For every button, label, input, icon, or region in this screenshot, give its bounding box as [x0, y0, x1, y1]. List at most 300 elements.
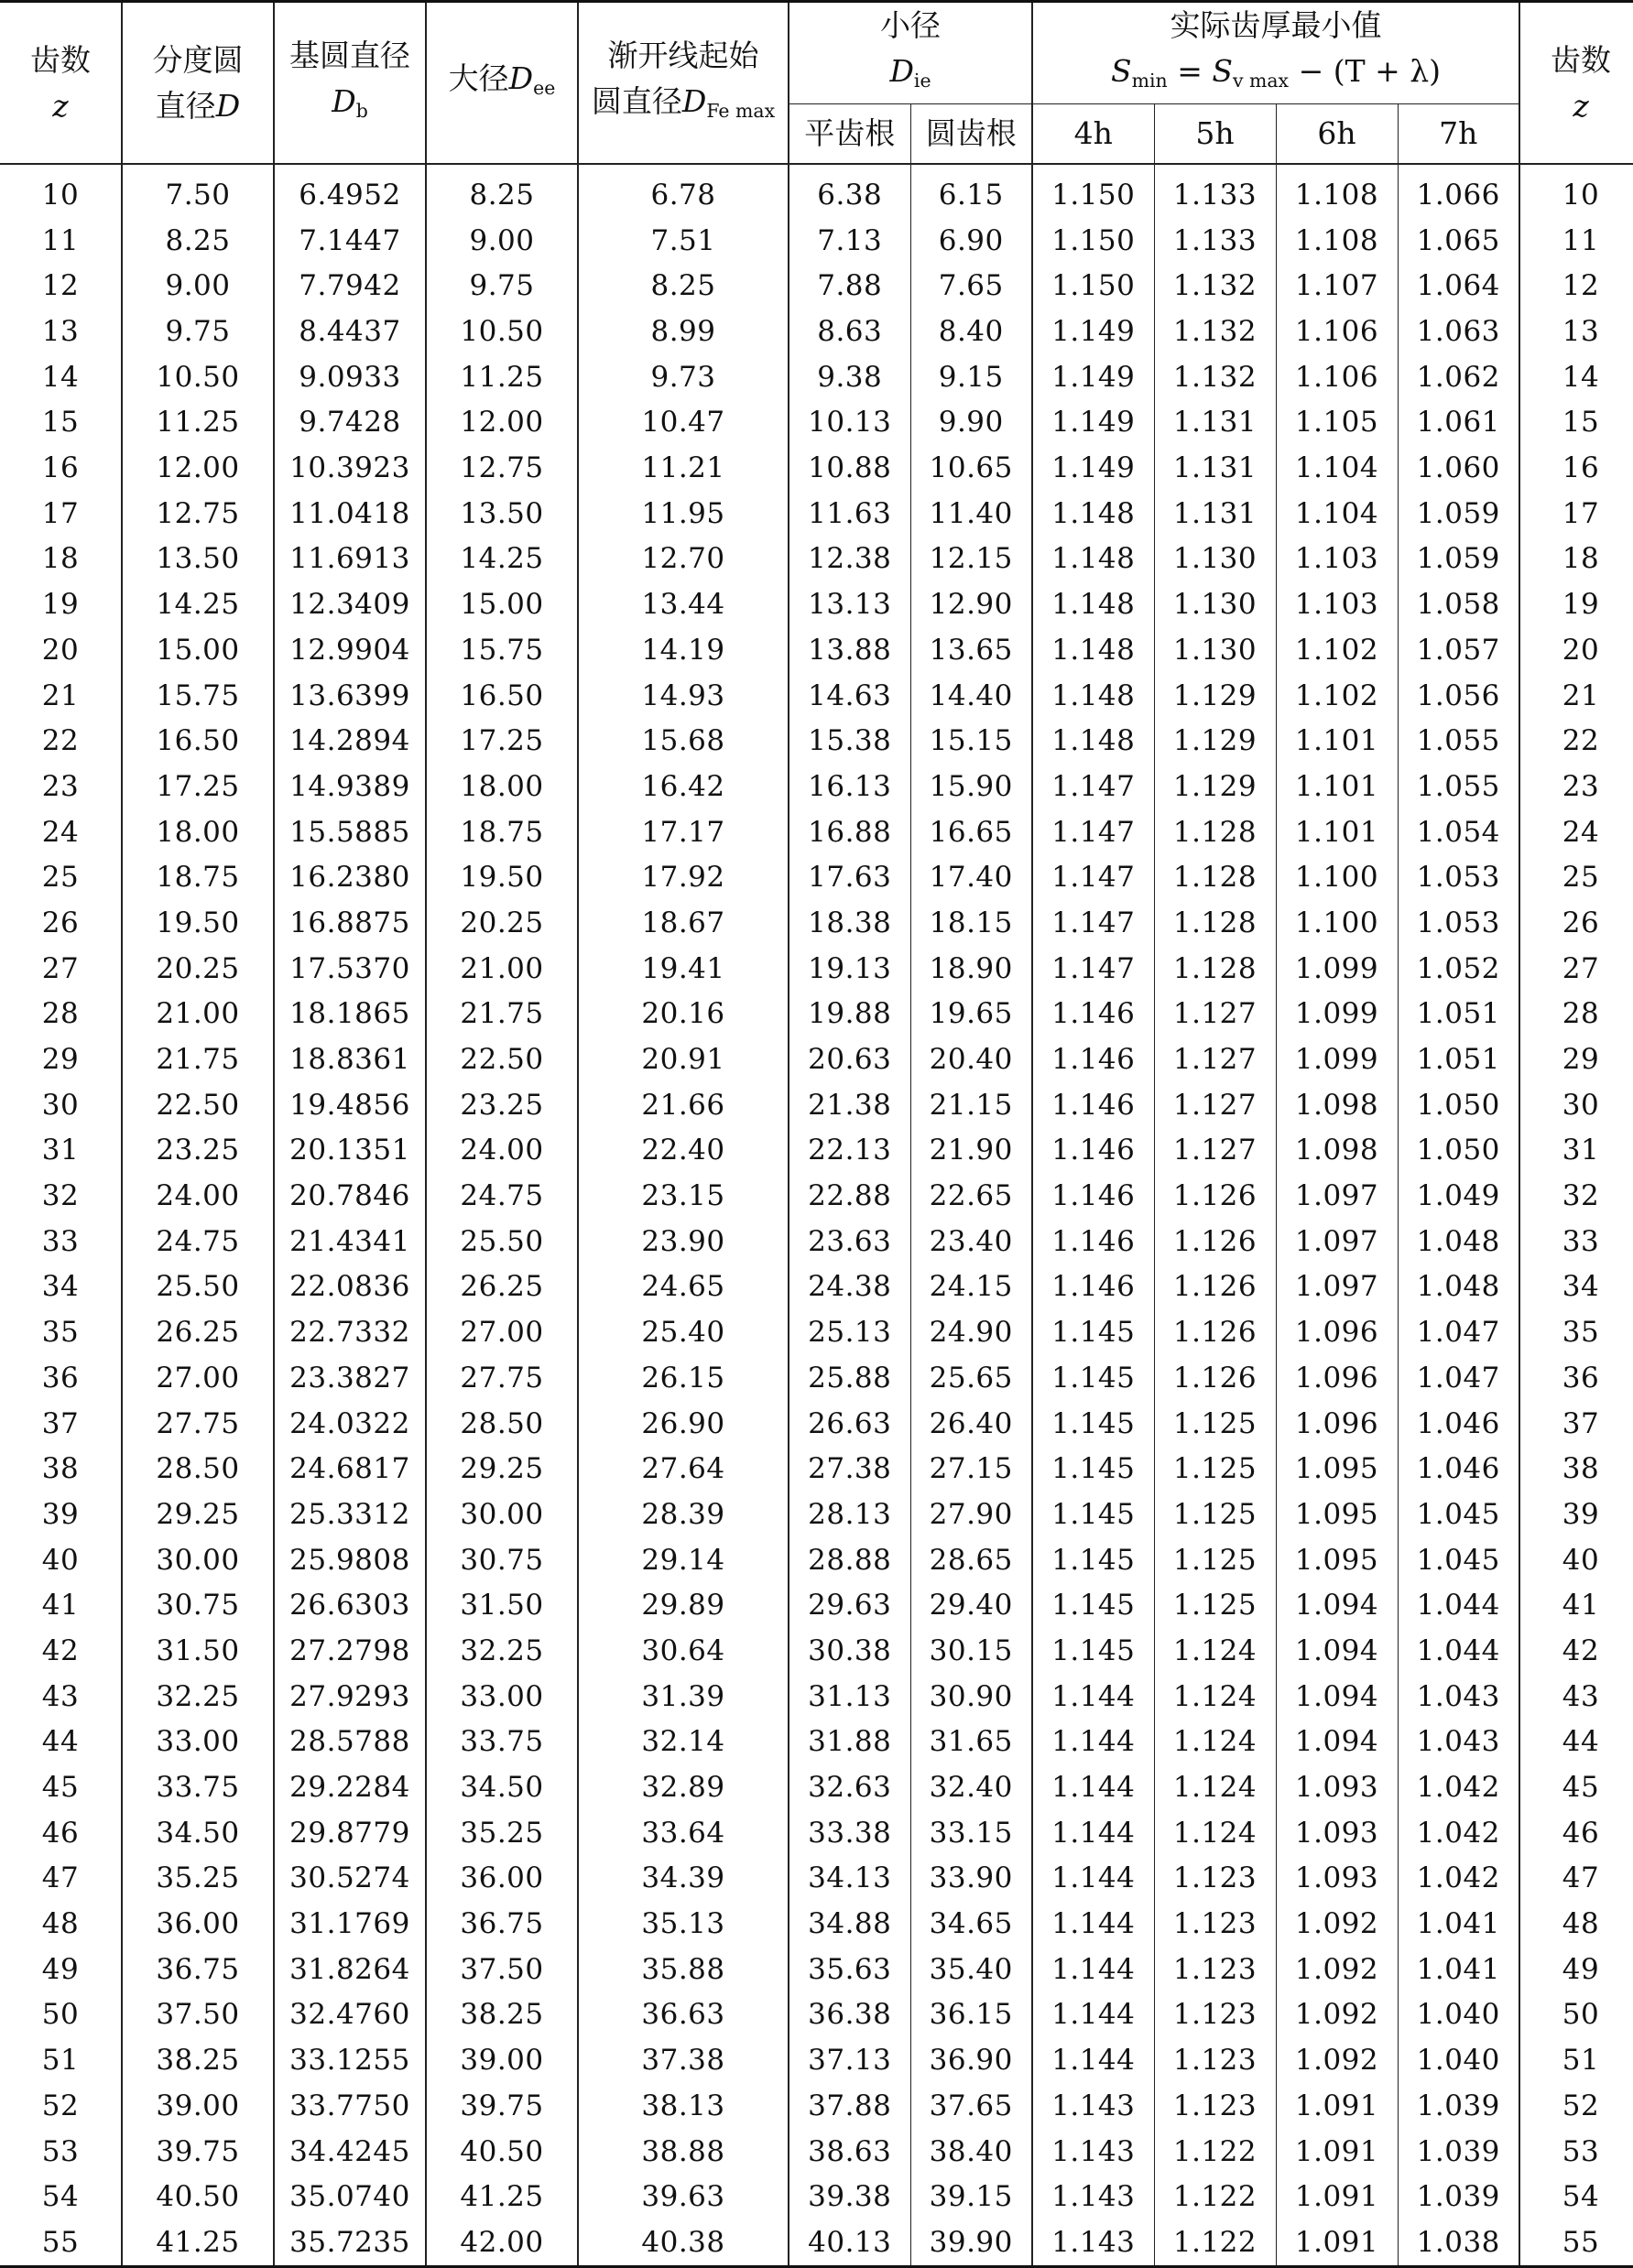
header-minor-flat-root: 平齿根 [789, 104, 910, 165]
cell-base-diameter: 31.8264 [274, 1947, 426, 1992]
cell-teeth: 51 [0, 2037, 122, 2083]
cell-thickness-7h: 1.042 [1398, 1810, 1519, 1856]
cell-base-diameter: 16.2380 [274, 854, 426, 900]
cell-teeth-right: 53 [1562, 2134, 1600, 2168]
cell-minor-flat-root: 28.88 [789, 1537, 910, 1583]
cell-minor-flat-root: 21.38 [789, 1082, 910, 1128]
cell-thickness-4h: 1.144 [1032, 1856, 1154, 1902]
cell-minor-flat-root: 12.38 [789, 537, 910, 582]
cell-teeth: 46 [0, 1810, 122, 1856]
cell-thickness-5h: 1.125 [1154, 1492, 1276, 1537]
cell-major-diameter: 18.00 [426, 764, 578, 809]
cell-teeth: 55 [0, 2219, 122, 2266]
cell-major-diameter: 40.50 [426, 2129, 578, 2175]
cell-teeth-right: 16 [1562, 451, 1600, 485]
cell-major-diameter: 42.00 [426, 2219, 578, 2266]
table-row [0, 264, 1633, 309]
cell-form-diameter: 28.39 [578, 1492, 789, 1537]
cell-minor-flat-root: 14.63 [789, 673, 910, 719]
cell-thickness-7h: 1.066 [1398, 164, 1519, 218]
table-row [0, 992, 1633, 1037]
cell-teeth: 49 [0, 1947, 122, 1992]
cell-major-diameter: 15.75 [426, 627, 578, 673]
cell-thickness-6h: 1.108 [1276, 164, 1398, 218]
cell-minor-flat-root: 36.38 [789, 1992, 910, 2038]
cell-thickness-6h: 1.092 [1276, 1992, 1398, 2038]
cell-minor-round-root: 30.90 [910, 1674, 1032, 1720]
cell-minor-round-root: 30.15 [910, 1628, 1032, 1674]
cell-minor-flat-root: 15.38 [789, 718, 910, 764]
cell-teeth-right: 47 [1562, 1861, 1600, 1895]
cell-minor-round-root: 36.15 [910, 1992, 1032, 2038]
cell-form-diameter: 9.73 [578, 354, 789, 400]
header-minor-diameter: 小径 $D_{ie}$ [789, 2, 1032, 104]
table-row [0, 1582, 1633, 1628]
cell-minor-flat-root: 19.88 [789, 992, 910, 1037]
cell-thickness-4h: 1.145 [1032, 1309, 1154, 1355]
cell-thickness-4h: 1.146 [1032, 1036, 1154, 1082]
cell-base-diameter: 24.0322 [274, 1401, 426, 1447]
cell-thickness-7h: 1.038 [1398, 2219, 1519, 2266]
cell-thickness-5h: 1.122 [1154, 2174, 1276, 2219]
cell-teeth-right: 18 [1562, 542, 1600, 576]
cell-form-diameter: 14.19 [578, 627, 789, 673]
cell-base-diameter: 7.1447 [274, 218, 426, 264]
cell-thickness-5h: 1.132 [1154, 264, 1276, 309]
cell-major-diameter: 27.75 [426, 1355, 578, 1401]
cell-minor-round-root: 9.90 [910, 400, 1032, 446]
cell-teeth: 15 [0, 400, 122, 446]
cell-base-diameter: 23.3827 [274, 1355, 426, 1401]
header-min-tooth-thickness: 实际齿厚最小值 $S_{min} = S_{v max} - (T + \lambda)$ [1032, 2, 1519, 104]
cell-teeth-right: 54 [1562, 2180, 1600, 2214]
cell-teeth: 27 [0, 946, 122, 992]
cell-teeth: 30 [0, 1082, 122, 1128]
cell-minor-round-root: 12.90 [910, 581, 1032, 627]
header-major-diameter: 大径$D_{ee}$ [426, 2, 578, 165]
cell-thickness-7h: 1.039 [1398, 2129, 1519, 2175]
cell-thickness-5h: 1.124 [1154, 1628, 1276, 1674]
header-base-diameter: 基圆直径 $D_b$ [274, 2, 426, 165]
cell-thickness-4h: 1.144 [1032, 1992, 1154, 2038]
cell-minor-round-root: 32.40 [910, 1764, 1032, 1810]
cell-thickness-7h: 1.054 [1398, 809, 1519, 855]
cell-thickness-5h: 1.124 [1154, 1810, 1276, 1856]
cell-pitch-diameter: 27.00 [122, 1355, 274, 1401]
cell-pitch-diameter: 33.75 [122, 1764, 274, 1810]
cell-base-diameter: 26.6303 [274, 1582, 426, 1628]
table-row [0, 1992, 1633, 2038]
cell-thickness-7h: 1.043 [1398, 1674, 1519, 1720]
cell-form-diameter: 38.13 [578, 2083, 789, 2129]
cell-teeth-right: 42 [1562, 1633, 1600, 1667]
cell-teeth-right: 38 [1562, 1452, 1600, 1486]
cell-minor-flat-root: 25.13 [789, 1309, 910, 1355]
cell-pitch-diameter: 36.00 [122, 1901, 274, 1947]
cell-thickness-7h: 1.045 [1398, 1537, 1519, 1583]
cell-teeth: 36 [0, 1355, 122, 1401]
cell-teeth-right: 14 [1562, 360, 1600, 394]
table-row [0, 2174, 1633, 2219]
cell-thickness-7h: 1.050 [1398, 1082, 1519, 1128]
cell-thickness-4h: 1.147 [1032, 900, 1154, 946]
cell-thickness-6h: 1.107 [1276, 264, 1398, 309]
cell-thickness-4h: 1.144 [1032, 2037, 1154, 2083]
cell-base-diameter: 18.8361 [274, 1036, 426, 1082]
table-row [0, 445, 1633, 491]
cell-minor-flat-root: 20.63 [789, 1036, 910, 1082]
cell-thickness-7h: 1.041 [1398, 1947, 1519, 1992]
cell-minor-flat-root: 28.13 [789, 1492, 910, 1537]
cell-thickness-6h: 1.091 [1276, 2129, 1398, 2175]
cell-base-diameter: 14.2894 [274, 718, 426, 764]
cell-teeth-right: 28 [1562, 997, 1600, 1031]
cell-thickness-5h: 1.124 [1154, 1720, 1276, 1765]
cell-thickness-7h: 1.039 [1398, 2083, 1519, 2129]
cell-minor-round-root: 39.90 [910, 2219, 1032, 2266]
cell-form-diameter: 22.40 [578, 1128, 789, 1174]
cell-major-diameter: 28.50 [426, 1401, 578, 1447]
cell-teeth-right: 13 [1562, 315, 1600, 349]
cell-base-diameter: 12.3409 [274, 581, 426, 627]
cell-pitch-diameter: 13.50 [122, 537, 274, 582]
cell-minor-round-root: 31.65 [910, 1720, 1032, 1765]
cell-thickness-4h: 1.144 [1032, 1764, 1154, 1810]
cell-form-diameter: 11.21 [578, 445, 789, 491]
cell-major-diameter: 13.50 [426, 491, 578, 537]
cell-base-diameter: 18.1865 [274, 992, 426, 1037]
cell-teeth-right: 45 [1562, 1771, 1600, 1805]
cell-thickness-4h: 1.146 [1032, 1082, 1154, 1128]
header-tol-5h: 5h [1154, 104, 1276, 165]
cell-major-diameter: 11.25 [426, 354, 578, 400]
cell-form-diameter: 34.39 [578, 1856, 789, 1902]
cell-teeth-right: 34 [1562, 1270, 1600, 1304]
cell-teeth: 18 [0, 537, 122, 582]
cell-teeth: 11 [0, 218, 122, 264]
cell-base-diameter: 14.9389 [274, 764, 426, 809]
cell-base-diameter: 13.6399 [274, 673, 426, 719]
cell-thickness-4h: 1.145 [1032, 1628, 1154, 1674]
cell-teeth: 16 [0, 445, 122, 491]
cell-teeth: 32 [0, 1173, 122, 1219]
cell-major-diameter: 15.00 [426, 581, 578, 627]
cell-minor-round-root: 9.15 [910, 354, 1032, 400]
table-row [0, 1764, 1633, 1810]
cell-thickness-6h: 1.096 [1276, 1401, 1398, 1447]
cell-minor-round-root: 37.65 [910, 2083, 1032, 2129]
cell-thickness-5h: 1.123 [1154, 2037, 1276, 2083]
cell-thickness-7h: 1.044 [1398, 1628, 1519, 1674]
cell-major-diameter: 30.75 [426, 1537, 578, 1583]
cell-form-diameter: 7.51 [578, 218, 789, 264]
cell-thickness-7h: 1.049 [1398, 1173, 1519, 1219]
cell-thickness-4h: 1.143 [1032, 2174, 1154, 2219]
cell-major-diameter: 17.25 [426, 718, 578, 764]
cell-teeth: 42 [0, 1628, 122, 1674]
cell-minor-flat-root: 27.38 [789, 1446, 910, 1492]
cell-thickness-4h: 1.146 [1032, 1128, 1154, 1174]
cell-thickness-5h: 1.127 [1154, 1082, 1276, 1128]
cell-pitch-diameter: 27.75 [122, 1401, 274, 1447]
header-pitch-diameter: 分度圆 直径D [122, 2, 274, 165]
cell-form-diameter: 36.63 [578, 1992, 789, 2038]
table-row [0, 854, 1633, 900]
cell-thickness-7h: 1.048 [1398, 1264, 1519, 1310]
cell-base-diameter: 9.7428 [274, 400, 426, 446]
cell-thickness-5h: 1.131 [1154, 491, 1276, 537]
cell-form-diameter: 33.64 [578, 1810, 789, 1856]
cell-form-diameter: 11.95 [578, 491, 789, 537]
cell-pitch-diameter: 14.25 [122, 581, 274, 627]
cell-minor-flat-root: 35.63 [789, 1947, 910, 1992]
cell-thickness-4h: 1.146 [1032, 1219, 1154, 1264]
header-form-diameter: 渐开线起始 圆直径$D_{Fe max}$ [578, 2, 789, 165]
cell-minor-flat-root: 13.13 [789, 581, 910, 627]
cell-major-diameter: 32.25 [426, 1628, 578, 1674]
cell-pitch-diameter: 20.25 [122, 946, 274, 992]
table-header [0, 2, 1633, 165]
cell-minor-flat-root: 37.88 [789, 2083, 910, 2129]
cell-thickness-5h: 1.124 [1154, 1764, 1276, 1810]
cell-thickness-4h: 1.148 [1032, 673, 1154, 719]
cell-form-diameter: 32.14 [578, 1720, 789, 1765]
cell-thickness-6h: 1.093 [1276, 1764, 1398, 1810]
cell-thickness-5h: 1.130 [1154, 581, 1276, 627]
cell-thickness-4h: 1.148 [1032, 627, 1154, 673]
cell-minor-round-root: 15.15 [910, 718, 1032, 764]
cell-thickness-4h: 1.148 [1032, 537, 1154, 582]
cell-form-diameter: 39.63 [578, 2174, 789, 2219]
cell-minor-flat-root: 13.88 [789, 627, 910, 673]
cell-minor-round-root: 19.65 [910, 992, 1032, 1037]
cell-minor-round-root: 20.40 [910, 1036, 1032, 1082]
cell-thickness-5h: 1.126 [1154, 1309, 1276, 1355]
table-row [0, 537, 1633, 582]
cell-pitch-diameter: 38.25 [122, 2037, 274, 2083]
cell-thickness-5h: 1.125 [1154, 1582, 1276, 1628]
cell-minor-flat-root: 22.13 [789, 1128, 910, 1174]
cell-teeth-right: 36 [1562, 1361, 1600, 1394]
cell-teeth: 10 [0, 164, 122, 218]
cell-thickness-5h: 1.127 [1154, 1128, 1276, 1174]
cell-thickness-5h: 1.126 [1154, 1264, 1276, 1310]
cell-form-diameter: 21.66 [578, 1082, 789, 1128]
cell-major-diameter: 37.50 [426, 1947, 578, 1992]
cell-thickness-5h: 1.129 [1154, 718, 1276, 764]
header-teeth: 齿数 z [0, 2, 122, 165]
cell-major-diameter: 21.75 [426, 992, 578, 1037]
cell-teeth-right: 23 [1562, 769, 1600, 803]
table-row [0, 900, 1633, 946]
cell-minor-flat-root: 32.63 [789, 1764, 910, 1810]
cell-thickness-6h: 1.094 [1276, 1582, 1398, 1628]
cell-pitch-diameter: 23.25 [122, 1128, 274, 1174]
cell-minor-flat-root: 7.88 [789, 264, 910, 309]
cell-major-diameter: 38.25 [426, 1992, 578, 2038]
cell-pitch-diameter: 19.50 [122, 900, 274, 946]
table-row [0, 309, 1633, 354]
table-row [0, 2129, 1633, 2175]
cell-major-diameter: 36.00 [426, 1856, 578, 1902]
cell-teeth: 13 [0, 309, 122, 354]
cell-teeth: 44 [0, 1720, 122, 1765]
cell-thickness-5h: 1.129 [1154, 673, 1276, 719]
cell-thickness-4h: 1.145 [1032, 1582, 1154, 1628]
cell-thickness-5h: 1.128 [1154, 809, 1276, 855]
cell-thickness-7h: 1.053 [1398, 900, 1519, 946]
cell-thickness-7h: 1.044 [1398, 1582, 1519, 1628]
cell-form-diameter: 16.42 [578, 764, 789, 809]
cell-thickness-6h: 1.096 [1276, 1355, 1398, 1401]
cell-thickness-5h: 1.128 [1154, 900, 1276, 946]
table-body [0, 164, 1633, 2266]
cell-teeth-right: 32 [1562, 1179, 1600, 1213]
cell-base-diameter: 32.4760 [274, 1992, 426, 2038]
cell-form-diameter: 29.14 [578, 1537, 789, 1583]
cell-minor-round-root: 21.90 [910, 1128, 1032, 1174]
cell-form-diameter: 12.70 [578, 537, 789, 582]
table-row [0, 1674, 1633, 1720]
cell-minor-round-root: 11.40 [910, 491, 1032, 537]
cell-teeth-right: 11 [1562, 223, 1600, 257]
cell-base-diameter: 34.4245 [274, 2129, 426, 2175]
cell-form-diameter: 17.92 [578, 854, 789, 900]
table-row [0, 946, 1633, 992]
cell-thickness-7h: 1.042 [1398, 1856, 1519, 1902]
cell-teeth-right: 50 [1562, 1998, 1600, 2032]
cell-form-diameter: 35.13 [578, 1901, 789, 1947]
cell-minor-round-root: 6.15 [910, 164, 1032, 218]
cell-teeth: 26 [0, 900, 122, 946]
cell-thickness-6h: 1.092 [1276, 2037, 1398, 2083]
table-row [0, 491, 1633, 537]
table-row [0, 1856, 1633, 1902]
cell-thickness-5h: 1.131 [1154, 400, 1276, 446]
cell-pitch-diameter: 39.00 [122, 2083, 274, 2129]
cell-minor-round-root: 36.90 [910, 2037, 1032, 2083]
table-row [0, 2083, 1633, 2129]
cell-minor-flat-root: 17.63 [789, 854, 910, 900]
cell-major-diameter: 8.25 [426, 164, 578, 218]
cell-major-diameter: 10.50 [426, 309, 578, 354]
cell-form-diameter: 40.38 [578, 2219, 789, 2266]
cell-thickness-4h: 1.149 [1032, 309, 1154, 354]
cell-major-diameter: 22.50 [426, 1036, 578, 1082]
cell-base-diameter: 29.2284 [274, 1764, 426, 1810]
cell-thickness-5h: 1.125 [1154, 1537, 1276, 1583]
cell-thickness-7h: 1.056 [1398, 673, 1519, 719]
cell-pitch-diameter: 32.25 [122, 1674, 274, 1720]
cell-minor-round-root: 29.40 [910, 1582, 1032, 1628]
cell-thickness-5h: 1.129 [1154, 764, 1276, 809]
cell-thickness-7h: 1.059 [1398, 537, 1519, 582]
cell-base-diameter: 20.1351 [274, 1128, 426, 1174]
cell-teeth-right: 25 [1562, 861, 1600, 895]
cell-thickness-4h: 1.143 [1032, 2219, 1154, 2266]
cell-pitch-diameter: 7.50 [122, 164, 274, 218]
cell-teeth: 14 [0, 354, 122, 400]
cell-teeth-right: 22 [1562, 724, 1600, 758]
cell-pitch-diameter: 30.75 [122, 1582, 274, 1628]
cell-thickness-5h: 1.132 [1154, 354, 1276, 400]
cell-minor-flat-root: 19.13 [789, 946, 910, 992]
cell-minor-round-root: 38.40 [910, 2129, 1032, 2175]
cell-major-diameter: 12.75 [426, 445, 578, 491]
cell-thickness-7h: 1.055 [1398, 718, 1519, 764]
cell-pitch-diameter: 25.50 [122, 1264, 274, 1310]
cell-thickness-5h: 1.122 [1154, 2129, 1276, 2175]
cell-minor-round-root: 25.65 [910, 1355, 1032, 1401]
cell-thickness-6h: 1.106 [1276, 309, 1398, 354]
table-row [0, 1947, 1633, 1992]
cell-thickness-6h: 1.099 [1276, 992, 1398, 1037]
cell-base-diameter: 9.0933 [274, 354, 426, 400]
cell-teeth-right: 48 [1562, 1907, 1600, 1941]
table-row [0, 1036, 1633, 1082]
cell-base-diameter: 28.5788 [274, 1720, 426, 1765]
cell-minor-round-root: 39.15 [910, 2174, 1032, 2219]
cell-minor-flat-root: 9.38 [789, 354, 910, 400]
cell-minor-flat-root: 11.63 [789, 491, 910, 537]
cell-thickness-6h: 1.098 [1276, 1128, 1398, 1174]
cell-minor-flat-root: 26.63 [789, 1401, 910, 1447]
cell-teeth: 29 [0, 1036, 122, 1082]
cell-form-diameter: 26.90 [578, 1401, 789, 1447]
table-row [0, 164, 1633, 218]
cell-pitch-diameter: 37.50 [122, 1992, 274, 2038]
cell-form-diameter: 20.91 [578, 1036, 789, 1082]
cell-major-diameter: 18.75 [426, 809, 578, 855]
cell-major-diameter: 33.75 [426, 1720, 578, 1765]
cell-thickness-7h: 1.051 [1398, 1036, 1519, 1082]
cell-pitch-diameter: 18.75 [122, 854, 274, 900]
cell-pitch-diameter: 40.50 [122, 2174, 274, 2219]
cell-minor-flat-root: 24.38 [789, 1264, 910, 1310]
cell-teeth: 12 [0, 264, 122, 309]
cell-teeth-right: 20 [1562, 633, 1600, 667]
cell-minor-round-root: 18.15 [910, 900, 1032, 946]
cell-base-diameter: 10.3923 [274, 445, 426, 491]
cell-form-diameter: 38.88 [578, 2129, 789, 2175]
cell-base-diameter: 20.7846 [274, 1173, 426, 1219]
cell-thickness-7h: 1.047 [1398, 1309, 1519, 1355]
cell-base-diameter: 12.9904 [274, 627, 426, 673]
cell-minor-round-root: 27.90 [910, 1492, 1032, 1537]
cell-teeth: 22 [0, 718, 122, 764]
cell-thickness-6h: 1.094 [1276, 1628, 1398, 1674]
cell-thickness-7h: 1.059 [1398, 491, 1519, 537]
cell-minor-round-root: 14.40 [910, 673, 1032, 719]
cell-thickness-6h: 1.094 [1276, 1720, 1398, 1765]
cell-minor-round-root: 35.40 [910, 1947, 1032, 1992]
cell-teeth: 41 [0, 1582, 122, 1628]
cell-form-diameter: 31.39 [578, 1674, 789, 1720]
cell-thickness-6h: 1.092 [1276, 1947, 1398, 1992]
cell-thickness-4h: 1.145 [1032, 1446, 1154, 1492]
cell-thickness-7h: 1.057 [1398, 627, 1519, 673]
cell-major-diameter: 24.75 [426, 1173, 578, 1219]
cell-minor-flat-root: 34.88 [789, 1901, 910, 1947]
cell-thickness-5h: 1.133 [1154, 218, 1276, 264]
cell-thickness-4h: 1.150 [1032, 218, 1154, 264]
cell-teeth: 45 [0, 1764, 122, 1810]
cell-thickness-7h: 1.052 [1398, 946, 1519, 992]
cell-thickness-7h: 1.040 [1398, 1992, 1519, 2038]
cell-thickness-7h: 1.047 [1398, 1355, 1519, 1401]
table-row [0, 354, 1633, 400]
cell-major-diameter: 21.00 [426, 946, 578, 992]
